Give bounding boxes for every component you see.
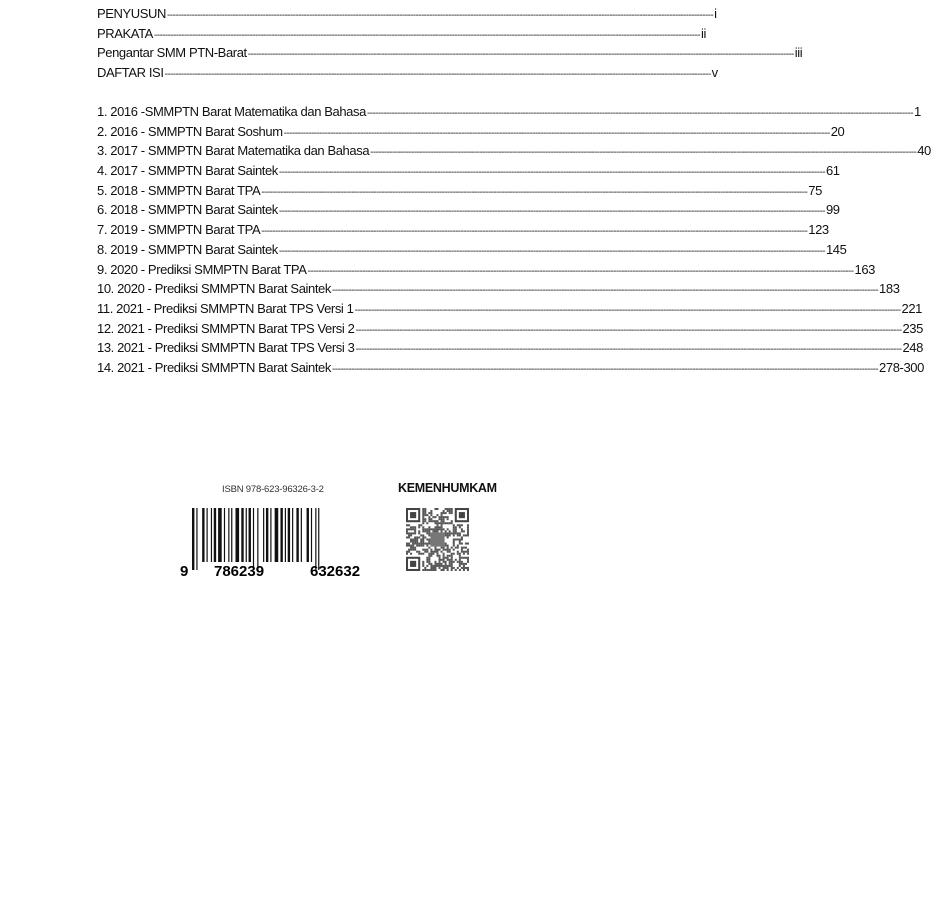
toc-entry-label: PENYUSUN <box>97 6 167 21</box>
toc-entry-page: 221 <box>901 300 922 316</box>
toc-entry <box>97 241 847 262</box>
toc-entry-label: PRAKATA <box>97 25 153 41</box>
toc-entry <box>97 25 706 46</box>
toc-entry-label: 1. 2016 -SMMPTN Barat Matematika dan Bahasa <box>97 104 366 119</box>
barcode-bar <box>296 508 298 562</box>
barcode-bar <box>207 508 208 562</box>
chapter-list <box>97 104 931 380</box>
barcode-bar <box>202 508 204 562</box>
barcode-bar <box>280 508 282 562</box>
barcode-bar <box>231 508 232 562</box>
toc-entry <box>97 261 876 282</box>
barcode-bar <box>318 508 319 570</box>
toc-entry <box>97 143 931 163</box>
toc-entry-label: 7. 2019 - SMMPTN Barat TPA <box>97 222 261 238</box>
barcode-digits-right: 632632 <box>310 563 361 580</box>
toc-leader: -------------------------------------------------------------------------------------------------------------------------------------------------------------------------------------------------------- <box>278 206 825 218</box>
barcode-bar <box>292 508 293 562</box>
toc-entry-label: 13. 2021 - Prediksi SMMPTN Barat TPS Versi 3 <box>97 340 355 356</box>
toc-entry-page: 183 <box>879 281 900 297</box>
barcode-bar <box>214 508 216 562</box>
toc-entry-page: ii <box>701 25 706 41</box>
toc-entry-label: 11. 2021 - Prediksi SMMPTN Barat TPS Versi 1 <box>97 300 354 316</box>
toc-entry-page: 40 <box>917 143 931 159</box>
toc-entry <box>97 340 923 360</box>
kemenhumkam-label: KEMENHUMKAM <box>398 481 497 495</box>
qr-code <box>406 508 469 571</box>
toc-entry-label: 14. 2021 - Prediksi SMMPTN Barat Saintek <box>97 359 331 375</box>
toc-entry <box>97 104 921 124</box>
toc-leader: -------------------------------------------------------------------------------------------------------------------------------------------------------------------------------------------------------- <box>278 245 825 257</box>
toc-leader: -------------------------------------------------------------------------------------------------------------------------------------------------------------------------------------------------------- <box>278 167 825 179</box>
toc-entry-page: 99 <box>825 202 840 218</box>
toc-leader: -------------------------------------------------------------------------------------------------------------------------------------------------------------------------------------------------------- <box>355 324 902 336</box>
toc-leader: -------------------------------------------------------------------------------------------------------------------------------------------------------------------------------------------------------- <box>167 10 714 21</box>
toc-entry <box>97 123 845 144</box>
barcode-bar <box>275 508 279 562</box>
toc-leader: -------------------------------------------------------------------------------------------------------------------------------------------------------------------------------------------------------- <box>332 285 879 297</box>
toc-entry-page: 145 <box>825 241 847 257</box>
toc-entry-page: 235 <box>902 320 923 336</box>
toc-leader: -------------------------------------------------------------------------------------------------------------------------------------------------------------------------------------------------------- <box>164 69 711 81</box>
barcode-bar <box>253 508 254 570</box>
toc-entry-label: 4. 2017 - SMMPTN Barat Saintek <box>97 163 278 179</box>
barcode-bar <box>270 508 271 562</box>
toc-entry-label: 8. 2019 - SMMPTN Barat Saintek <box>97 241 278 257</box>
barcode-bar <box>211 508 212 562</box>
toc-leader: -------------------------------------------------------------------------------------------------------------------------------------------------------------------------------------------------------- <box>354 304 901 316</box>
toc-leader: -------------------------------------------------------------------------------------------------------------------------------------------------------------------------------------------------------- <box>247 49 794 61</box>
toc-entry <box>97 222 829 242</box>
barcode-bar <box>263 508 264 562</box>
toc-entry-label: 6. 2018 - SMMPTN Barat Saintek <box>97 202 278 218</box>
barcode-bar <box>266 508 268 562</box>
front-matter-list <box>97 6 803 85</box>
toc-entry <box>97 202 840 222</box>
barcode-digits-left: 786239 <box>214 563 265 580</box>
toc-leader: -------------------------------------------------------------------------------------------------------------------------------------------------------------------------------------------------------- <box>261 226 808 238</box>
barcode-bar <box>241 508 243 562</box>
toc-entry <box>97 45 803 65</box>
toc-leader: -------------------------------------------------------------------------------------------------------------------------------------------------------------------------------------------------------- <box>355 344 902 356</box>
barcode-bar <box>249 508 251 562</box>
toc-leader: -------------------------------------------------------------------------------------------------------------------------------------------------------------------------------------------------------- <box>366 108 913 119</box>
toc-entry <box>97 359 924 380</box>
toc-entry-page: v <box>711 65 718 81</box>
toc-entry <box>97 281 900 301</box>
toc-entry-page: iii <box>794 45 803 61</box>
barcode-bar <box>192 508 194 570</box>
toc-entry-label: DAFTAR ISI <box>97 65 164 81</box>
toc-entry-label: 9. 2020 - Prediksi SMMPTN Barat TPA <box>97 261 307 277</box>
toc-entry-page: 1 <box>913 104 921 119</box>
toc-entry-page: 75 <box>808 182 822 198</box>
toc-leader: -------------------------------------------------------------------------------------------------------------------------------------------------------------------------------------------------------- <box>153 29 700 41</box>
toc-entry-label: 12. 2021 - Prediksi SMMPTN Barat TPS Versi 2 <box>97 320 355 336</box>
toc-entry-page: 61 <box>825 163 840 179</box>
toc-entry-label: 3. 2017 - SMMPTN Barat Matematika dan Bahasa <box>97 143 370 159</box>
barcode-bar <box>285 508 286 562</box>
barcode-digit-first: 9 <box>180 563 189 580</box>
toc-entry-page: 278-300 <box>879 359 924 375</box>
barcode-bar <box>224 508 225 562</box>
toc-leader: -------------------------------------------------------------------------------------------------------------------------------------------------------------------------------------------------------- <box>332 363 879 375</box>
barcode-bar <box>228 508 229 562</box>
toc-entry <box>97 300 922 321</box>
toc-entry-label: 5. 2018 - SMMPTN Barat TPA <box>97 182 261 198</box>
toc-leader: -------------------------------------------------------------------------------------------------------------------------------------------------------------------------------------------------------- <box>261 186 808 198</box>
toc-entry-label: Pengantar SMM PTN-Barat <box>97 45 247 61</box>
toc-entry-label: 2. 2016 - SMMPTN Barat Soshum <box>97 123 283 139</box>
qr-logo-icon <box>430 532 444 546</box>
barcode-bar <box>307 508 309 562</box>
toc-entry <box>97 65 718 85</box>
toc-entry-label: 10. 2020 - Prediksi SMMPTN Barat Saintek <box>97 281 331 297</box>
toc-entry <box>97 163 840 183</box>
toc-entry <box>97 6 717 26</box>
barcode-bar <box>315 508 316 570</box>
toc-entry <box>97 320 923 341</box>
toc-leader: -------------------------------------------------------------------------------------------------------------------------------------------------------------------------------------------------------- <box>283 127 830 139</box>
barcode-bar <box>301 508 302 562</box>
barcode-bar <box>196 508 197 570</box>
barcode-bar <box>218 508 222 562</box>
toc-leader: -------------------------------------------------------------------------------------------------------------------------------------------------------------------------------------------------------- <box>370 147 917 159</box>
barcode-bar <box>288 508 290 562</box>
barcode-bar <box>246 508 247 562</box>
toc-leader: -------------------------------------------------------------------------------------------------------------------------------------------------------------------------------------------------------- <box>307 265 854 277</box>
toc-entry-page: i <box>714 6 717 21</box>
isbn-text: ISBN 978-623-96326-3-2 <box>222 484 324 495</box>
barcode-bar <box>257 508 258 570</box>
barcode-bar <box>236 508 240 562</box>
toc-entry-page: 123 <box>808 222 829 238</box>
toc-entry-page: 248 <box>902 340 923 356</box>
toc-entry-page: 163 <box>854 261 876 277</box>
barcode-bar <box>311 508 312 562</box>
isbn-barcode <box>180 506 380 578</box>
toc-entry-page: 20 <box>830 123 845 139</box>
toc-entry <box>97 182 822 203</box>
